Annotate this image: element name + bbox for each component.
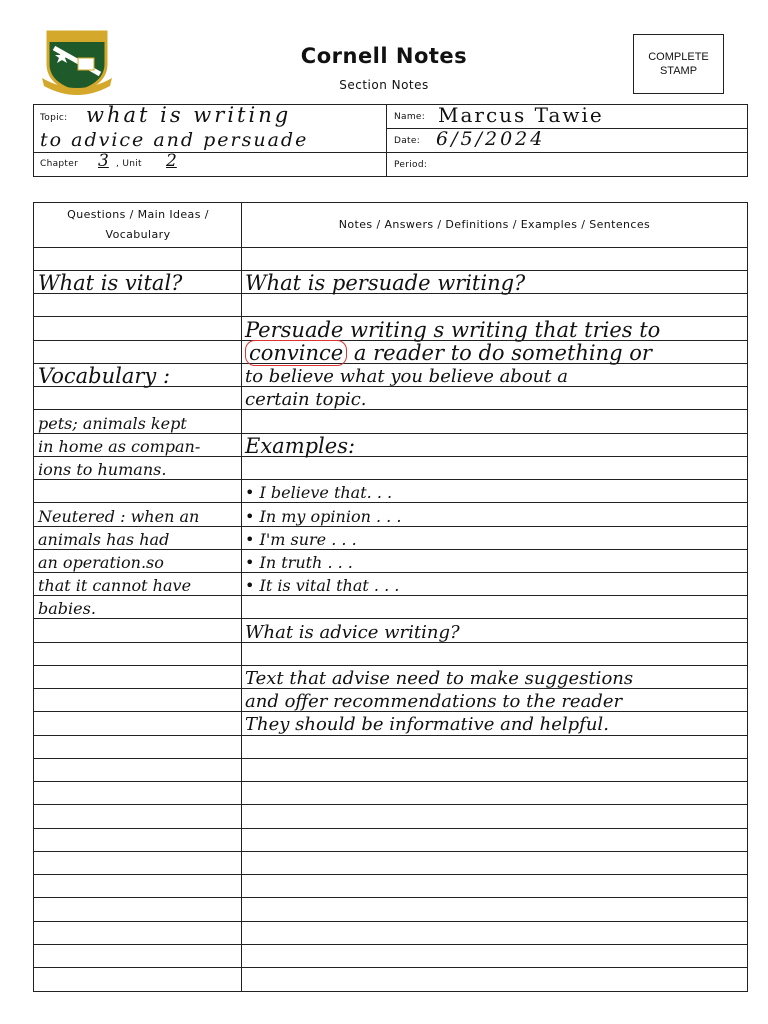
right-note: a reader to do something or [353, 341, 652, 365]
period-label: Period: [394, 160, 428, 170]
topic-value-line-1: what is writing [86, 103, 292, 127]
right-column-header: Notes / Answers / Definitions / Examples / Sentences [338, 218, 651, 231]
right-note: Persuade writing s writing that tries to [245, 318, 661, 342]
right-note-line [245, 342, 652, 365]
page-subtitle: Section Notes [339, 78, 429, 92]
left-note: Vocabulary : [38, 364, 171, 388]
left-note: babies. [38, 599, 96, 618]
topic-label: Topic: [40, 113, 68, 123]
right-note: They should be informative and helpful. [245, 714, 609, 735]
info-box [33, 104, 748, 177]
chapter-label: Chapter [40, 159, 79, 169]
right-note: • In truth . . . [245, 553, 353, 572]
complete-stamp-box [633, 34, 724, 94]
circled-word: convince [245, 340, 347, 366]
page-title: Cornell Notes [300, 44, 468, 68]
left-note: What is vital? [38, 271, 183, 295]
left-note: an operation.so [38, 553, 164, 572]
right-note: • I'm sure . . . [245, 530, 357, 549]
right-note: • I believe that. . . [245, 483, 393, 502]
right-note: • In my opinion . . . [245, 507, 402, 526]
left-note: that it cannot have [38, 576, 192, 595]
stamp-line-2: STAMP [659, 65, 698, 77]
left-note: ions to humans. [38, 460, 167, 479]
right-note: • It is vital that . . . [245, 576, 400, 595]
right-note: What is persuade writing? [245, 271, 526, 295]
chapter-value: 3 [98, 151, 109, 171]
topic-value-line-2: to advice and persuade [40, 129, 309, 151]
cornell-notes-table [33, 202, 748, 992]
date-label: Date: [394, 136, 421, 146]
date-value: 6/5/2024 [436, 128, 546, 150]
left-column-header: Questions / Main Ideas / Vocabulary [67, 208, 209, 241]
unit-label: , Unit [116, 159, 142, 169]
left-note: animals has had [38, 530, 170, 549]
right-note: Text that advise need to make suggestions [245, 668, 634, 689]
left-note: pets; animals kept [38, 414, 187, 433]
name-label: Name: [394, 112, 426, 122]
left-note: Neutered : when an [38, 507, 200, 526]
stamp-line-1: COMPLETE [648, 51, 709, 63]
right-note: What is advice writing? [245, 622, 460, 643]
unit-value: 2 [166, 151, 177, 171]
name-value: Marcus Tawie [438, 103, 604, 127]
left-note: in home as compan- [38, 437, 201, 456]
right-note: and offer recommendations to the reader [245, 691, 623, 712]
right-note: Examples: [245, 434, 356, 458]
right-note: certain topic. [245, 389, 367, 410]
right-note: to believe what you believe about a [245, 366, 568, 387]
